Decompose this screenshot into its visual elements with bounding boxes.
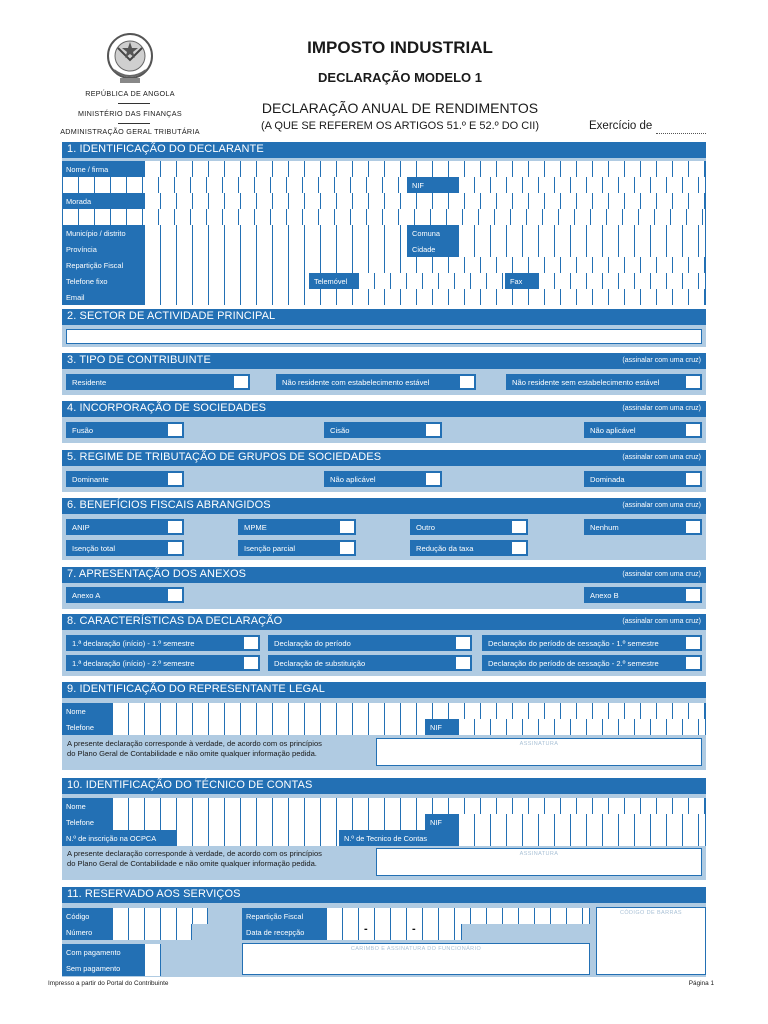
rep-signature-field[interactable]: [376, 738, 702, 766]
checkbox[interactable]: [167, 541, 183, 555]
ocpca-label: N.º de inscrição na OCPCA: [62, 830, 176, 846]
section-title: 5. REGIME DE TRIBUTAÇÃO DE GRUPOS DE SOCIEDADES: [67, 451, 382, 463]
option-rate-reduction[interactable]: [410, 540, 528, 556]
section-header: [62, 142, 706, 158]
section-main-activity: [62, 309, 706, 347]
rep-phone-field[interactable]: [112, 719, 426, 735]
acc-phone-field[interactable]: [112, 814, 426, 830]
option-label: Não aplicável: [330, 475, 376, 484]
checkbox[interactable]: [425, 472, 441, 486]
email-label: Email: [62, 289, 144, 305]
commune-label: Comuna: [408, 225, 458, 241]
commune-field[interactable]: [458, 225, 706, 241]
checkbox[interactable]: [167, 520, 183, 534]
footer-source: Impresso a partir do Portal do Contribuinte: [48, 980, 169, 987]
name-field[interactable]: [144, 161, 706, 177]
section-accountant: [62, 778, 706, 880]
mobile-label: Telemóvel: [310, 273, 358, 289]
section-taxpayer-type: [62, 353, 706, 395]
option-first-declaration-2nd-semester[interactable]: [66, 655, 260, 671]
statement-line: A presente declaração corresponde à verdade, de acordo com os princípios: [67, 739, 322, 748]
without-payment-label: Sem pagamento: [62, 960, 144, 976]
form-title: IMPOSTO INDUSTRIAL: [307, 38, 493, 57]
section-title: 1. IDENTIFICAÇÃO DO DECLARANTE: [67, 143, 264, 155]
option-label: Redução da taxa: [416, 544, 474, 553]
option-other[interactable]: [410, 519, 528, 535]
checkbox[interactable]: [685, 472, 701, 486]
checkbox[interactable]: [455, 636, 471, 650]
option-label: Dominante: [72, 475, 109, 484]
checkbox[interactable]: [685, 375, 701, 389]
signature-caption: ASSINATURA: [519, 741, 559, 747]
section-note: (assinalar com uma cruz): [622, 405, 701, 412]
option-nonresident-with-establishment[interactable]: [276, 374, 476, 390]
exercise-field[interactable]: [656, 133, 706, 134]
section-header: [62, 567, 706, 583]
agency-label: ADMINISTRAÇÃO GERAL TRIBUTÁRIA: [60, 127, 200, 136]
option-label: Declaração do período de cessação - 1.º semestre: [488, 639, 659, 648]
checkbox[interactable]: [339, 541, 355, 555]
divider: [118, 123, 150, 124]
number-field[interactable]: [112, 924, 192, 940]
option-annex-a[interactable]: [66, 587, 184, 603]
option-split[interactable]: [324, 422, 442, 438]
checkbox[interactable]: [167, 472, 183, 486]
checkbox[interactable]: [459, 375, 475, 389]
option-label: 1.ª declaração (início) - 2.º semestre: [72, 659, 195, 668]
section-declarant-identification: [62, 142, 706, 302]
number-label: Número: [62, 924, 112, 940]
province-label: Província: [62, 241, 144, 257]
section-title: 11. RESERVADO AOS SERVIÇOS: [67, 888, 241, 900]
section-annexes: [62, 567, 706, 609]
option-label: Não aplicável: [590, 426, 636, 435]
acc-name-label: Nome: [62, 798, 112, 814]
option-label: Anexo A: [72, 591, 101, 600]
section-header: [62, 614, 706, 630]
option-label: Isenção total: [72, 544, 116, 553]
section-group-taxation: [62, 450, 706, 492]
option-label: Não residente com estabelecimento estável: [282, 378, 430, 387]
option-label: MPME: [244, 523, 267, 532]
option-cessation-1st-semester[interactable]: [482, 635, 702, 651]
option-label: Isenção parcial: [244, 544, 296, 553]
checkbox[interactable]: [685, 636, 701, 650]
option-label: Dominada: [590, 475, 625, 484]
checkbox[interactable]: [685, 520, 701, 534]
checkbox[interactable]: [339, 520, 355, 534]
section-note: (assinalar com uma cruz): [622, 502, 701, 509]
checkbox[interactable]: [233, 375, 249, 389]
main-activity-field[interactable]: [66, 329, 702, 344]
option-nonresident-without-establishment[interactable]: [506, 374, 702, 390]
option-label: Residente: [72, 378, 107, 387]
section-header: [62, 887, 706, 903]
section-header: [62, 450, 706, 466]
city-field[interactable]: [458, 241, 706, 257]
nif-field[interactable]: [458, 177, 706, 193]
section-title: 7. APRESENTAÇÃO DOS ANEXOS: [67, 568, 247, 580]
acc-statement: [67, 849, 322, 869]
option-label: Cisão: [330, 426, 350, 435]
option-label: Nenhum: [590, 523, 619, 532]
rep-nif-label: NIF: [426, 719, 458, 735]
staff-stamp-field[interactable]: [242, 943, 590, 975]
tech-number-label: N.º de Tecnico de Contas: [340, 830, 458, 846]
section-header: [62, 778, 706, 794]
municipality-label: Município / distrito: [62, 225, 144, 241]
option-cessation-2nd-semester[interactable]: [482, 655, 702, 671]
option-label: Declaração do período de cessação - 2.º semestre: [488, 659, 659, 668]
section-header: [62, 401, 706, 417]
option-anip[interactable]: [66, 519, 184, 535]
form-model: DECLARAÇÃO MODELO 1: [318, 70, 482, 85]
date-separator: -: [412, 923, 416, 935]
date-separator: -: [364, 923, 368, 935]
fax-label: Fax: [506, 273, 538, 289]
section-note: (assinalar com uma cruz): [622, 618, 701, 625]
section-title: 9. IDENTIFICAÇÃO DO REPRESENTANTE LEGAL: [67, 683, 325, 695]
address-label: Morada: [62, 193, 144, 209]
signature-caption: ASSINATURA: [519, 851, 559, 857]
option-label: Declaração do período: [274, 639, 351, 648]
section-legal-representative: [62, 682, 706, 770]
checkbox[interactable]: [425, 423, 441, 437]
section-reserved-services: [62, 887, 706, 977]
fax-field[interactable]: [538, 273, 706, 289]
option-period-declaration[interactable]: [268, 635, 472, 651]
option-none[interactable]: [584, 519, 702, 535]
statement-line: do Plano Geral de Contabilidade e não omite qualquer informação pedida.: [67, 749, 317, 758]
tax-office-label: Repartição Fiscal: [62, 257, 144, 273]
checkbox[interactable]: [167, 423, 183, 437]
with-payment-checkbox[interactable]: [144, 944, 161, 960]
ministry-label: MINISTÉRIO DAS FINANÇAS: [78, 109, 182, 118]
checkbox[interactable]: [685, 656, 701, 670]
form-articles: (A QUE SE REFEREM OS ARTIGOS 51.º E 52.º DO CII): [260, 120, 539, 132]
service-tax-office-field[interactable]: [326, 908, 590, 924]
option-substitution-declaration[interactable]: [268, 655, 472, 671]
tax-office-field[interactable]: [144, 257, 706, 273]
checkbox[interactable]: [511, 520, 527, 534]
rep-statement: [67, 739, 322, 759]
section-header: [62, 682, 706, 698]
code-label: Código: [62, 908, 112, 924]
acc-nif-label: NIF: [426, 814, 458, 830]
phone-field[interactable]: [144, 273, 310, 289]
checkbox[interactable]: [243, 656, 259, 670]
address-field[interactable]: [144, 193, 706, 209]
option-label: 1.ª declaração (início) - 1.º semestre: [72, 639, 195, 648]
section-title: 3. TIPO DE CONTRIBUINTE: [67, 354, 211, 366]
checkbox[interactable]: [243, 636, 259, 650]
ocpca-field[interactable]: [176, 830, 340, 846]
section-company-incorporation: [62, 401, 706, 443]
option-label: Outro: [416, 523, 435, 532]
republic-label: REPÚBLICA DE ANGOLA: [85, 89, 175, 98]
city-label: Cidade: [408, 241, 458, 257]
stamp-caption: CARIMBO E ASSINATURA DO FUNCIONÁRIO: [350, 946, 482, 952]
section-header: [62, 309, 706, 325]
reception-date-label: Data de recepção: [242, 924, 326, 940]
section-title: 10. IDENTIFICAÇÃO DO TÉCNICO DE CONTAS: [67, 779, 313, 791]
section-note: (assinalar com uma cruz): [622, 357, 701, 364]
checkbox[interactable]: [455, 656, 471, 670]
exercise-label: Exercício de: [589, 120, 653, 132]
checkbox[interactable]: [167, 588, 183, 602]
barcode-caption: CÓDIGO DE BARRAS: [619, 910, 683, 916]
name-field-continued[interactable]: [62, 177, 408, 193]
section-title: 2. SECTOR DE ACTIVIDADE PRINCIPAL: [67, 310, 276, 322]
form-header: [0, 0, 768, 140]
rep-name-field[interactable]: [112, 703, 706, 719]
acc-nif-field[interactable]: [458, 814, 706, 830]
option-not-applicable[interactable]: [584, 422, 702, 438]
section-note: (assinalar com uma cruz): [622, 454, 701, 461]
barcode-field: [596, 907, 706, 975]
phone-label: Telefone fixo: [62, 273, 144, 289]
section-note: (assinalar com uma cruz): [622, 571, 701, 578]
service-tax-office-label: Repartição Fiscal: [242, 908, 326, 924]
option-not-applicable[interactable]: [324, 471, 442, 487]
option-total-exemption[interactable]: [66, 540, 184, 556]
province-field[interactable]: [144, 241, 408, 257]
option-label: ANIP: [72, 523, 90, 532]
option-label: Anexo B: [590, 591, 619, 600]
address-field-continued[interactable]: [62, 209, 706, 225]
page-number: Página 1: [688, 980, 714, 987]
checkbox[interactable]: [685, 588, 701, 602]
option-first-declaration-1st-semester[interactable]: [66, 635, 260, 651]
email-field[interactable]: [144, 289, 706, 305]
section-header: [62, 498, 706, 514]
nif-label: NIF: [408, 177, 458, 193]
option-partial-exemption[interactable]: [238, 540, 356, 556]
section-tax-benefits: [62, 498, 706, 560]
tech-number-field[interactable]: [458, 830, 706, 846]
name-label: Nome / firma: [62, 161, 144, 177]
option-label: Fusão: [72, 426, 94, 435]
checkbox[interactable]: [511, 541, 527, 555]
option-label: Declaração de substituição: [274, 659, 366, 668]
code-field[interactable]: [112, 908, 208, 924]
reception-date-field[interactable]: [326, 924, 462, 940]
section-header: [62, 353, 706, 369]
rep-nif-field[interactable]: [458, 719, 706, 735]
without-payment-checkbox[interactable]: [144, 960, 161, 976]
checkbox[interactable]: [685, 423, 701, 437]
option-annex-b[interactable]: [584, 587, 702, 603]
angola-emblem-icon: [104, 30, 156, 86]
rep-name-label: Nome: [62, 703, 112, 719]
acc-signature-field[interactable]: [376, 848, 702, 876]
option-label: Não residente sem estabelecimento estável: [512, 378, 660, 387]
option-dominated[interactable]: [584, 471, 702, 487]
section-title: 6. BENEFÍCIOS FISCAIS ABRANGIDOS: [67, 499, 271, 511]
municipality-field[interactable]: [144, 225, 408, 241]
acc-name-field[interactable]: [112, 798, 706, 814]
statement-line: A presente declaração corresponde à verdade, de acordo com os princípios: [67, 849, 322, 858]
section-title: 8. CARACTERÍSTICAS DA DECLARAÇÃO: [67, 615, 283, 627]
statement-line: do Plano Geral de Contabilidade e não omite qualquer informação pedida.: [67, 859, 317, 868]
option-mpme[interactable]: [238, 519, 356, 535]
acc-phone-label: Telefone: [62, 814, 112, 830]
option-resident[interactable]: [66, 374, 250, 390]
option-dominant[interactable]: [66, 471, 184, 487]
mobile-field[interactable]: [358, 273, 506, 289]
form-subtitle: DECLARAÇÃO ANUAL DE RENDIMENTOS: [261, 100, 539, 116]
with-payment-label: Com pagamento: [62, 944, 144, 960]
option-merger[interactable]: [66, 422, 184, 438]
divider: [118, 103, 150, 104]
rep-phone-label: Telefone: [62, 719, 112, 735]
section-title: 4. INCORPORAÇÃO DE SOCIEDADES: [67, 402, 267, 414]
section-declaration-characteristics: [62, 614, 706, 676]
